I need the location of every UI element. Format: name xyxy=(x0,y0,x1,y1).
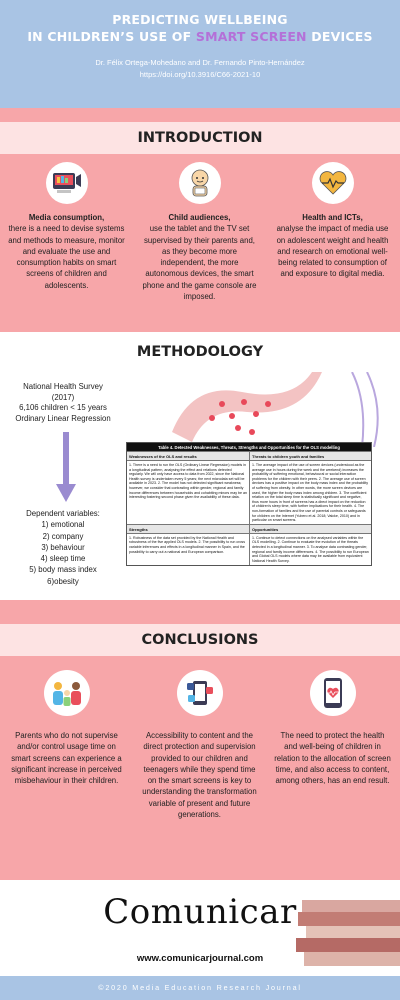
journal-url[interactable]: www.comunicarjournal.com xyxy=(136,953,264,964)
dep-var: 6)obesity xyxy=(47,576,79,586)
intro-child-title: Child audiences, xyxy=(168,213,231,222)
intro-child-text: use the tablet and the TV set supervised by their parents and, as they become more independent, the more autonomous devices, the smart phone and the game console are imposed. xyxy=(142,224,257,302)
table-cell-opportunities: 1. Continue to detect connections on the analysed variables within the OLS modelling. 2. Continue to evaluate the evolution of the threats detected in a longitudinal manner. 3. To analyse data contrasting gender, regional and family income differences. 4. The possibility to run European and Global OLS models where data may be available from equivalent National Health Survey. xyxy=(249,534,371,565)
dep-var: 1) emotional xyxy=(41,520,85,530)
authors: Dr. Félix Ortega-Mohedano and Dr. Fernando Pinto-Hernández xyxy=(95,58,305,67)
table-title: Table 4. Detected Weaknesses, Threats, Strengths and Opportunities for the OLS modelling xyxy=(127,443,371,451)
introduction-section xyxy=(0,108,400,332)
phone-heart-icon xyxy=(310,670,356,716)
title-line-2-post: DEVICES xyxy=(306,29,373,44)
survey-year: (2017) xyxy=(51,392,75,402)
dep-var: 5) body mass index xyxy=(29,565,97,575)
method-title: METHODOLOGY xyxy=(136,344,264,360)
dependent-variables xyxy=(8,508,118,587)
conclusion-accessibility-text: Accessibility to content and the direct protection and supervision provided to our children and teenagers while they spend time on the smart screens is key to understanding the transformation variable of present and future generations. xyxy=(142,731,257,820)
title-highlight: SMART SCREEN xyxy=(195,29,307,44)
dep-var: 2) company xyxy=(42,531,84,541)
intro-health-icts xyxy=(266,162,399,302)
doi-link[interactable]: https://doi.org/10.3916/C66-2021-10 xyxy=(139,70,261,79)
comunicar-logo: Comunicar xyxy=(103,892,297,932)
title-line-2-pre: IN CHILDREN’S USE OF xyxy=(27,29,196,44)
methodology-section xyxy=(0,332,400,600)
title-line-2 xyxy=(0,29,400,44)
decorative-shapes xyxy=(152,372,392,447)
family-icon xyxy=(44,670,90,716)
conclusion-accessibility xyxy=(133,670,266,820)
media-player-icon xyxy=(46,162,88,204)
model-name: Ordinary Linear Regression xyxy=(15,413,111,423)
conclusion-protect-health xyxy=(266,670,399,820)
intro-title: INTRODUCTION xyxy=(137,130,263,146)
intro-health-title: Health and ICTs, xyxy=(302,213,363,222)
intro-media-text: there is a need to devise systems and methods to measure, monitor and evaluate the use and consumption habits on smart screens of children and adolescents. xyxy=(8,224,125,290)
dep-var: 4) sleep time xyxy=(40,554,86,564)
conclusions-title: CONCLUSIONS xyxy=(141,632,259,648)
table-header-strengths: Strengths xyxy=(129,526,148,532)
sample-size: 6,106 children < 15 years xyxy=(19,403,107,413)
table-header-threats: Threats to children youth and families xyxy=(249,452,371,460)
intro-media-title: Media consumption, xyxy=(28,213,105,222)
intro-health-text: analyse the impact of media use on adolescent weight and health and research on emotional well-being related to consumption of and exposure to digital media. xyxy=(276,224,389,279)
table-header-weaknesses: Weaknesses of the OLS and results xyxy=(129,453,197,459)
conclusion-parents xyxy=(0,670,133,820)
conclusion-parents-text: Parents who do not supervise and/or control usage time on smart screens can experience a significant increase in perceived misbehaviour in their children. xyxy=(11,731,122,786)
survey-info xyxy=(8,382,118,424)
swot-table xyxy=(126,442,372,566)
table-cell-weaknesses: 1. There is a need to run the OLS (Ordinary Linear Regression) models in a longitudinal pattern, analysing the effect and relations detected regularly. We will only have access to data from 2022, since the National Health survey is undertaken every 5 years; the next microdata set will be available in 2023. 2. The model has not detected significant weakness; however, we consider that contrasting within gender, regional and family income differences between households and cohabiting minors may be an interesting fostering second phase given the availability of these data. xyxy=(129,462,248,500)
baby-icon xyxy=(179,162,221,204)
table-cell-strengths: 1. Robustness of the data set provided by the National Health and robustness of the five applied OLS models. 2. The possibility to run cross variable inferences and effects in a longitudinal manner in Spain, and the possibility to carry out a national and European comparison. xyxy=(129,535,245,554)
table-header-opportunities: Opportunities xyxy=(249,525,371,533)
dep-title: Dependent variables: xyxy=(26,509,100,518)
title-line-1: PREDICTING WELLBEING xyxy=(112,12,288,27)
conclusion-protect-health-text: The need to protect the health and well-being of children in relation to the allocation of screen time, and also access to content, among others, has an end result. xyxy=(274,731,391,786)
copyright-band xyxy=(0,976,400,1000)
table-cell-threats: 1. The average impact of the use of screen devices (understood as the average use in hours during the week and the weekend) increases the probability of suffering emotional, behavioural or social interaction problems for the children with their peers. 2. The average use of screen devices has a positive impact on the body mass index and the probability of suffering from obesity. In other words, the more screen devices are used, the higher the body mass index among children. 3. The coefficient relation on the total sleep time is statistically significant and negative, thus more hours in front of screens has a direct impact on the reduction of children's sleep time, with further implications for their health. 4. The non-formation of families and the use of parental controls or safeguards for children on the Internet (Yubero et al. 2018; Valcke, 2010) and in particular on smart screens. xyxy=(249,461,371,524)
heart-pulse-icon xyxy=(312,162,354,204)
down-arrow-icon xyxy=(56,432,76,504)
phone-social-icon xyxy=(177,670,223,716)
footer xyxy=(0,880,400,1000)
copyright-text: ©2020 Media Education Research Journal xyxy=(98,983,302,992)
header xyxy=(0,0,400,108)
survey-name: National Health Survey xyxy=(23,382,103,391)
dep-var: 3) behaviour xyxy=(41,542,85,552)
intro-child-audiences xyxy=(133,162,266,302)
conclusions-section xyxy=(0,600,400,880)
intro-media-consumption xyxy=(0,162,133,302)
